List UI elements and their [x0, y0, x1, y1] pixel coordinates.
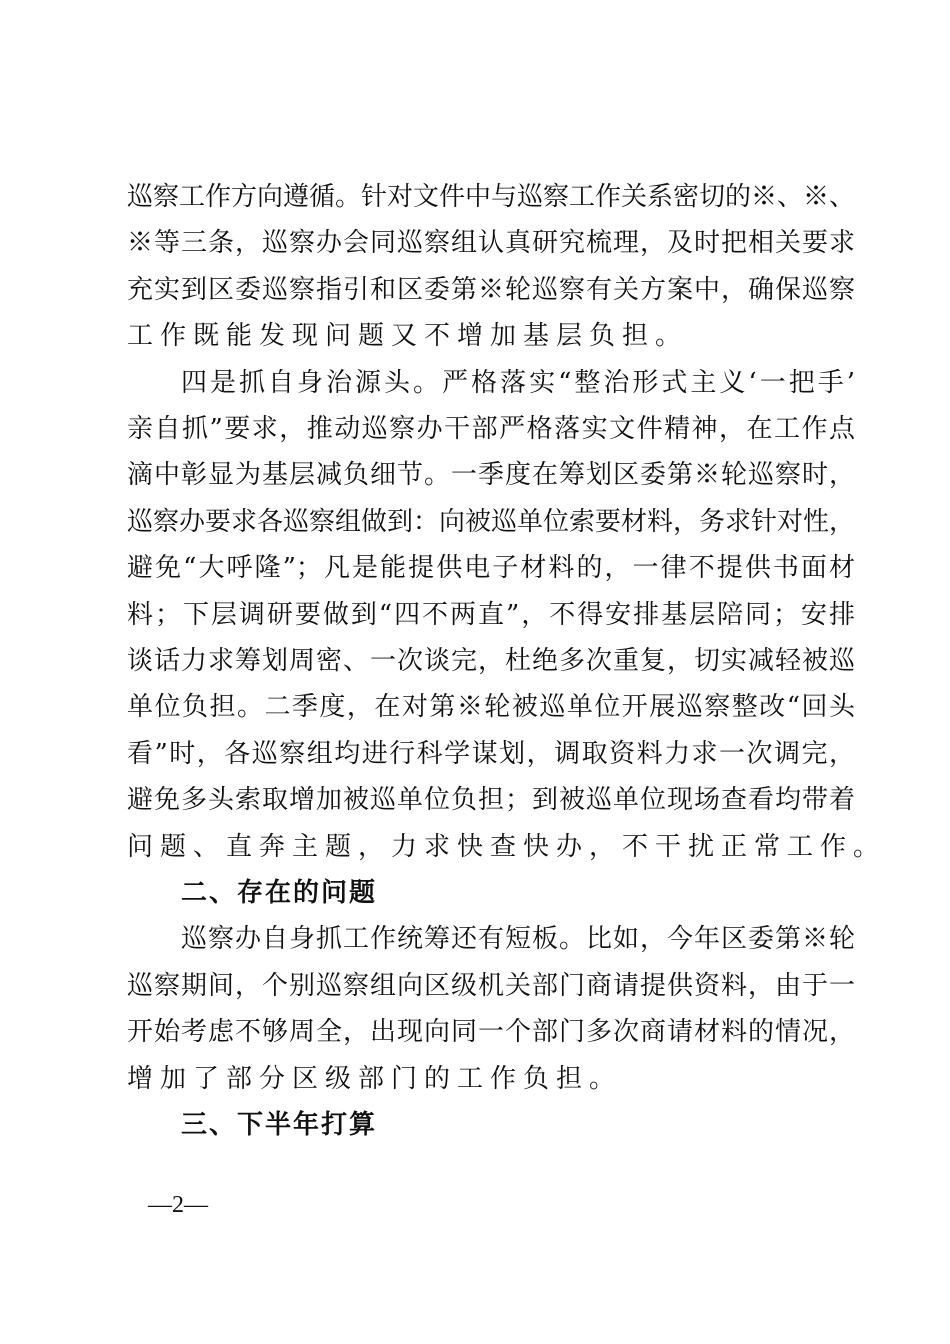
- paragraph-line: 增加了部分区级部门的工作负担。: [127, 1063, 623, 1094]
- paragraph-line: 巡察办自身抓工作统筹还有短板。比如，今年区委第※轮: [181, 924, 855, 955]
- paragraph-line: 巡察期间，个别巡察组向区级机关部门商请提供资料，由于一: [127, 970, 855, 1001]
- paragraph-line: 问题、直奔主题，力求快查快办，不干扰正常工作。: [127, 831, 887, 862]
- paragraph-line: 滴中彰显为基层减负细节。一季度在筹划区委第※轮巡察时，: [127, 460, 855, 491]
- section-heading: 二、存在的问题: [181, 878, 378, 908]
- paragraph-line: 看”时，各巡察组均进行科学谋划，调取资料力求一次调完，: [127, 738, 855, 769]
- page-number: —2—: [148, 1192, 208, 1218]
- paragraph-line: 避免多头索取增加被巡单位负担；到被巡单位现场查看均带着: [127, 785, 855, 816]
- paragraph-line: 避免“大呼隆”；凡是能提供电子材料的，一律不提供书面材: [127, 553, 855, 584]
- paragraph-line: 亲自抓”要求，推动巡察办干部严格落实文件精神，在工作点: [127, 414, 855, 444]
- paragraph-line: 开始考虑不够周全，出现向同一个部门多次商请材料的情况，: [127, 1017, 855, 1048]
- paragraph-line: 料；下层调研要做到“四不两直”，不得安排基层陪同；安排: [127, 599, 855, 630]
- paragraph-line: 巡察办要求各巡察组做到：向被巡单位索要材料，务求针对性，: [127, 506, 856, 537]
- paragraph-line: 巡察工作方向遵循。针对文件中与巡察工作关系密切的※、※、: [127, 182, 856, 212]
- paragraph-line: 充实到区委巡察指引和区委第※轮巡察有关方案中，确保巡察: [127, 274, 855, 305]
- paragraph-line: 四是抓自身治源头。严格落实“整治形式主义‘一把手’: [181, 367, 855, 398]
- paragraph-line: ※等三条，巡察办会同巡察组认真研究梳理，及时把相关要求: [127, 228, 855, 259]
- paragraph-line: 谈话力求筹划周密、一次谈完，杜绝多次重复，切实减轻被巡: [127, 646, 855, 676]
- paragraph-line: 单位负担。二季度，在对第※轮被巡单位开展巡察整改“回头: [127, 692, 855, 723]
- paragraph-line: 工作既能发现问题又不增加基层负担。: [127, 321, 689, 352]
- section-heading: 三、下半年打算: [181, 1110, 378, 1140]
